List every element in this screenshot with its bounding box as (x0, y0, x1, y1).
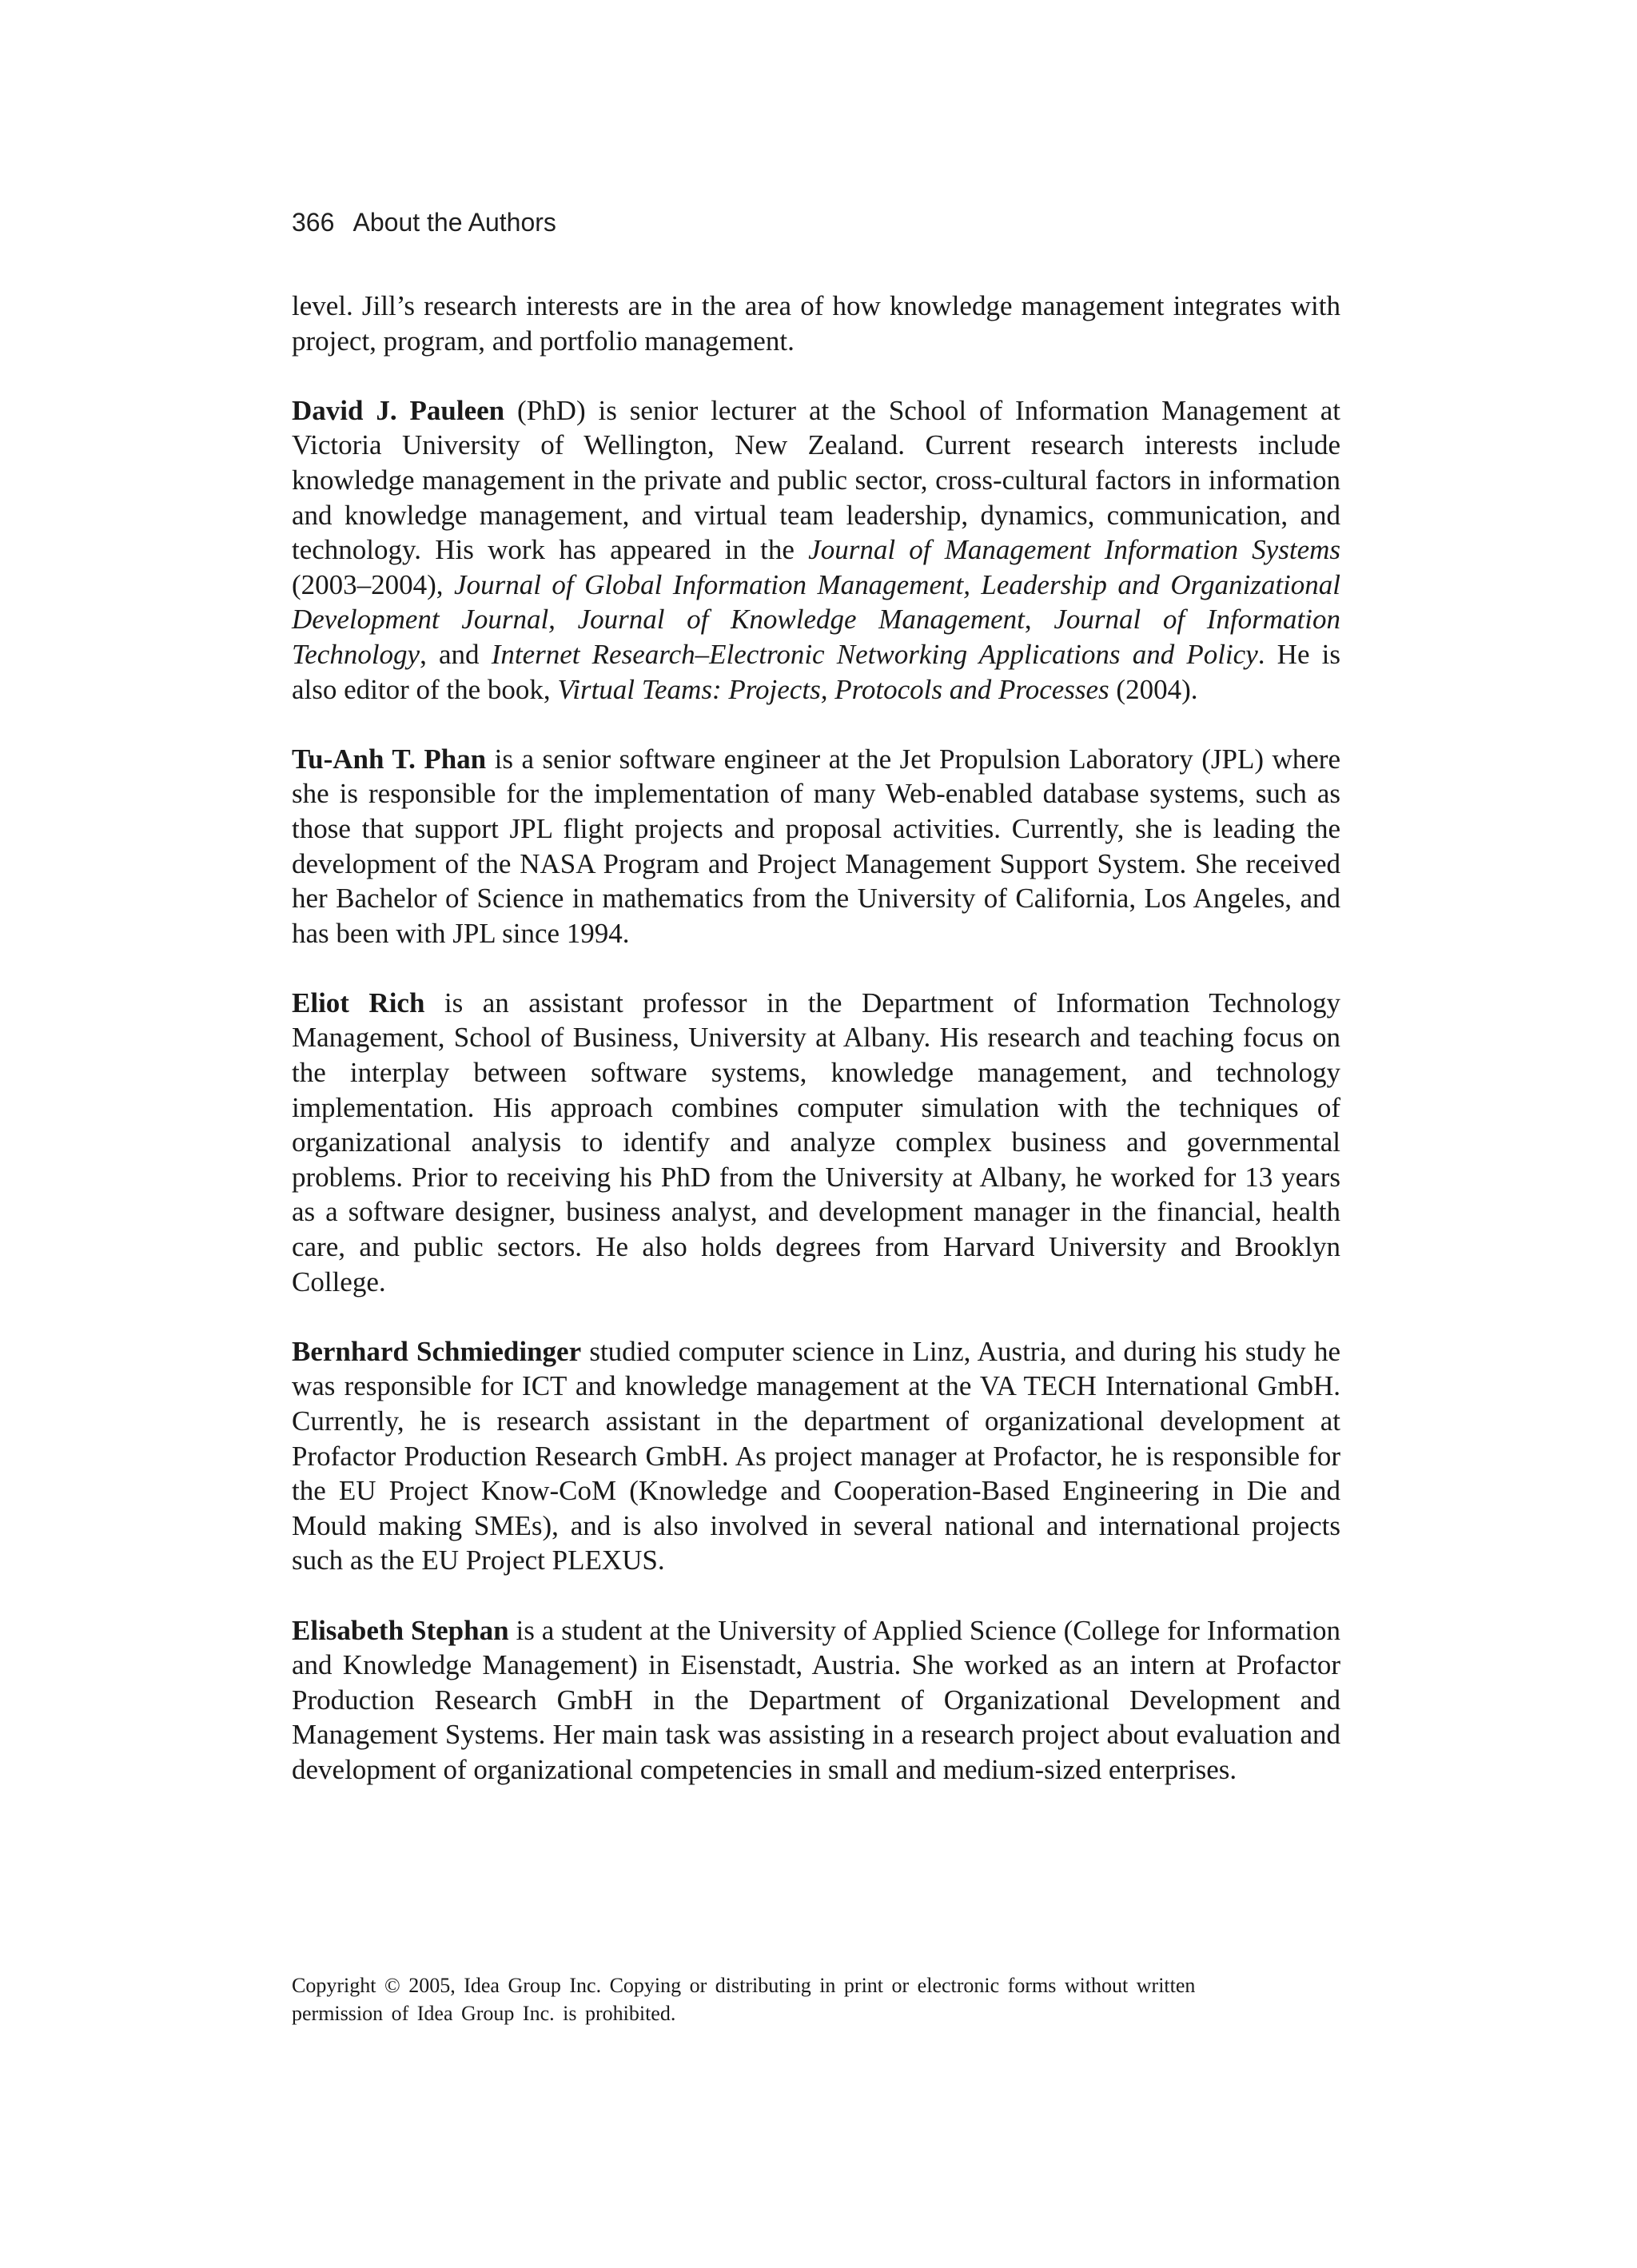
page-number: 366 (292, 208, 335, 237)
bio-pauleen (292, 393, 1340, 707)
author-name-pauleen: David J. Pauleen (292, 394, 505, 426)
bio-text: (2004). (1109, 673, 1198, 705)
bio-schmiedinger (292, 1334, 1340, 1578)
journal-title: Journal of Management Information Systems (808, 534, 1340, 566)
bio-phan (292, 742, 1340, 951)
author-name-schmiedinger: Bernhard Schmiedinger (292, 1335, 582, 1367)
bio-text: (2003–2004), (292, 568, 455, 600)
bio-stephan (292, 1613, 1340, 1788)
author-name-phan: Tu-Anh T. Phan (292, 743, 487, 775)
author-bios (292, 289, 1340, 1788)
running-header (292, 206, 556, 238)
copyright-line-1: Copyright © 2005, Idea Group Inc. Copying or distributing in print or electronic forms without written (292, 1974, 1196, 1997)
book-title: Virtual Teams: Projects, Protocols and Processes (557, 673, 1109, 705)
bio-rich (292, 986, 1340, 1299)
bio-text: is an assistant professor in the Department of Information Technology Management, School of Business, University at Albany. His research and teaching focus on the interplay between software systems, knowledge management, and technology implementation. His approach combines computer simulation with the techniques of organizational analysis to identify and analyze complex business and governmental problems. Prior to receiving his PhD from the University at Albany, he worked for 13 years as a software designer, business analyst, and development manager in the financial, health care, and public sectors. He also holds degrees from Harvard University and Brooklyn College. (292, 987, 1340, 1297)
bio-text: , and (420, 638, 492, 670)
bio-text: , (1024, 604, 1054, 636)
journal-title: Internet Research–Electronic Networking Applications and Policy (491, 638, 1258, 670)
bio-text: . He is also editor of the book, (292, 638, 1340, 705)
bio-text: is a senior software engineer at the Jet Propulsion Laboratory (JPL) where she is responsible for the implementation of many Web-enabled database systems, such as those that support JPL flight projects and proposal activities. Currently, she is leading the development of the NASA Program and Project Management Support System. She received her Bachelor of Science in mathematics from the University of California, Los Angeles, and has been with JPL since 1994. (292, 743, 1340, 949)
author-name-stephan: Elisabeth Stephan (292, 1614, 509, 1646)
journal-title: Journal of Information Technology (292, 604, 1341, 670)
author-name-rich: Eliot Rich (292, 987, 425, 1018)
journal-title: Journal of Global Information Management, Leadership and Organizational Development Journal, Journal of Knowledge Management (292, 568, 1340, 636)
bio-text: (PhD) is senior lecturer at the School of Information Management at Victoria University of Wellington, New Zealand. Current research interests include knowledge management in the private and public sector, cross-cultural factors in information and knowledge management, and virtual team leadership, dynamics, communication, and technology. His work has appeared in the (292, 394, 1340, 566)
bio-text: studied computer science in Linz, Austria, and during his study he was responsible for ICT and knowledge management at the VA TECH International GmbH. Currently, he is research assistant in the department of organizational development at Profactor Production Research GmbH. As project manager at Profactor, he is responsible for the EU Project Know-CoM (Knowledge and Cooperation-Based Engineering in Die and Mould making SMEs), and is also involved in several national and international projects such as the EU Project PLEXUS. (292, 1335, 1340, 1576)
intro-paragraph: level. Jill’s research interests are in the area of how knowledge management integrates with project, program, and portfolio management. (292, 290, 1340, 357)
running-header-title: About the Authors (352, 208, 556, 237)
copyright-line-2: permission of Idea Group Inc. is prohibited. (292, 2002, 676, 2025)
bio-text: is a student at the University of Applied Science (College for Information and Knowledge Management) in Eisenstadt, Austria. She worked as an intern at Profactor Production Research GmbH in the Department of Organizational Development and Management Systems. Her main task was assisting in a research project about evaluation and development of organizational competencies in small and medium-sized enterprises. (292, 1614, 1340, 1785)
copyright-notice (292, 1971, 1331, 2027)
